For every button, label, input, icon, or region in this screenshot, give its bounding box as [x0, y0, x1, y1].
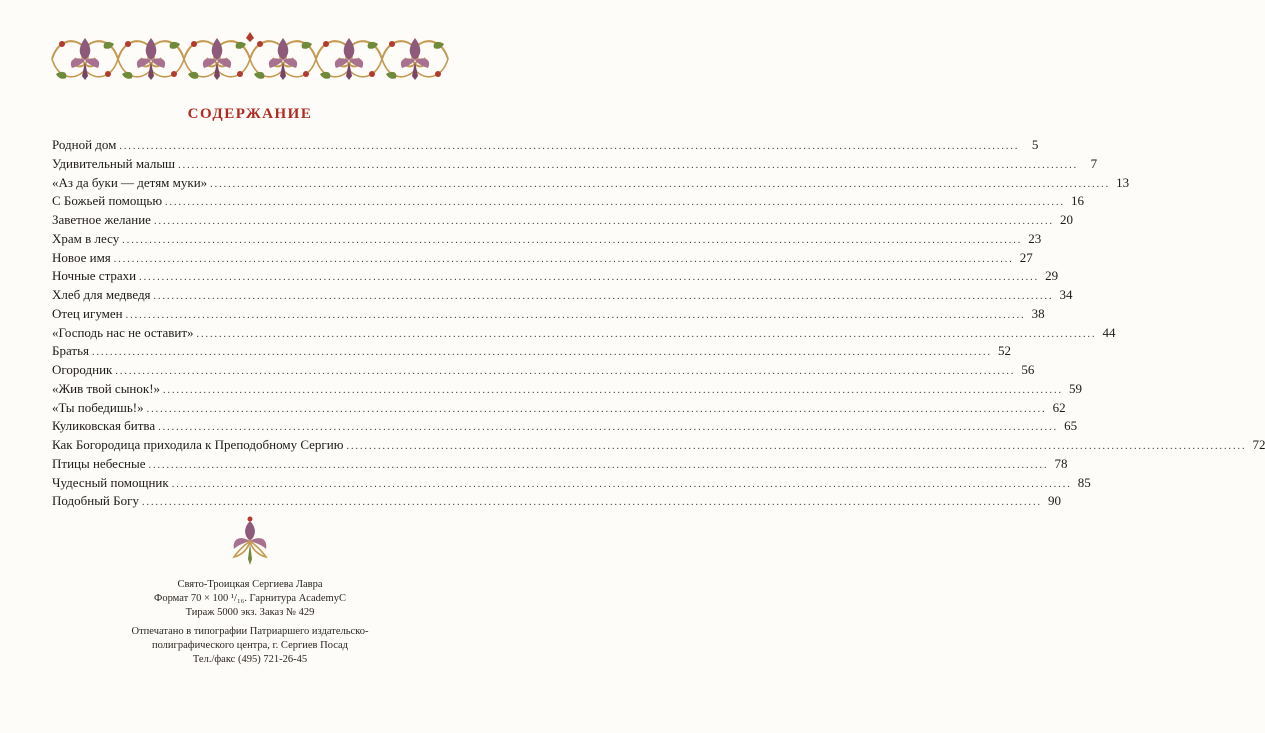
toc-entry-title: «Господь нас не оставит»: [52, 324, 194, 340]
toc-entry-title: Удивительный малыш: [52, 155, 176, 171]
colophon-printer-info: [0, 625, 500, 667]
toc-entry-page: 16: [1071, 193, 1085, 209]
toc-entry: [52, 267, 1059, 286]
toc-dot-leader: ........................................................................................................................................................................................................: [171, 478, 1072, 490]
toc-entry: [52, 249, 1033, 268]
toc-entry-title: Родной дом: [52, 137, 117, 152]
printer-phone: Тел./факс (495) 721-26-45: [192, 654, 308, 665]
toc-entry-page: 38: [1031, 305, 1045, 321]
toc-entry-page: 90: [1047, 493, 1061, 509]
toc-entry-page: 52: [998, 343, 1011, 359]
toc-dot-leader: ........................................................................................................................................................................................................: [115, 366, 1016, 377]
floral-ornament-band: [52, 30, 448, 88]
toc-entry: [52, 417, 1078, 436]
toc-entry-page: 62: [1052, 399, 1066, 415]
toc-dot-leader: ........................................................................................................................................................................................................: [119, 141, 1020, 152]
toc-entry-title: Братья: [52, 343, 89, 359]
toc-dot-leader: ........................................................................................................................................................................................................: [158, 422, 1059, 434]
toc-entry-title: «Ты победишь!»: [52, 399, 144, 415]
toc-entry-title: Отец игумен: [52, 305, 123, 321]
toc-entry-title: Как Богородица приходила к Преподобному Сергию: [52, 437, 344, 452]
publisher-name: Свято-Троицкая Сергиева Лавра: [177, 579, 323, 590]
toc-dot-leader: ........................................................................................................................................................................................................: [346, 441, 1247, 452]
toc-entry: [52, 361, 1035, 380]
toc-entry-page: 13: [1116, 174, 1130, 190]
printer-line-2: полиграфического центра, г. Сергиев Посад: [151, 640, 349, 651]
toc-entry-title: Храм в лесу: [52, 230, 120, 246]
toc-entry-page: 56: [1021, 362, 1035, 377]
toc-entry-title: Птицы небесные: [52, 455, 146, 471]
toc-entry-title: С Божьей помощью: [52, 193, 163, 209]
toc-dot-leader: ........................................................................................................................................................................................................: [165, 197, 1066, 209]
toc-entry-page: 34: [1059, 287, 1073, 302]
print-run-info: Тираж 5000 экз. Заказ № 429: [185, 607, 315, 618]
toc-entry-title: Ночные страхи: [52, 268, 137, 284]
toc-dot-leader: ........................................................................................................................................................................................................: [113, 253, 1014, 265]
toc-entry-page: 72: [1252, 437, 1265, 452]
toc-entry: [52, 174, 1130, 193]
toc-dot-leader: ........................................................................................................................................................................................................: [178, 159, 1079, 171]
toc-entry-page: 20: [1059, 212, 1073, 227]
toc-entry-title: Заветное желание: [52, 212, 151, 227]
toc-entry: [52, 286, 1073, 305]
floral-flourish-ornament: [228, 515, 272, 567]
toc-entry-page: 5: [1031, 137, 1039, 152]
toc-dot-leader: ........................................................................................................................................................................................................: [122, 234, 1023, 246]
toc-dot-leader: ........................................................................................................................................................................................................: [196, 328, 1097, 340]
toc-entry: [52, 474, 1091, 493]
toc-entry-title: Огородник: [52, 362, 113, 377]
toc-dot-leader: ........................................................................................................................................................................................................: [141, 497, 1042, 509]
toc-entry-title: Чудесный помощник: [52, 474, 169, 490]
toc-entry: [52, 380, 1083, 399]
toc-dot-leader: ........................................................................................................................................................................................................: [146, 403, 1047, 415]
toc-entry-title: Подобный Богу: [52, 493, 139, 509]
toc-entry-page: 29: [1045, 268, 1059, 284]
toc-entry-title: «Жив твой сынок!»: [52, 380, 161, 396]
toc-entry: [52, 492, 1061, 511]
colophon-publication-info: [0, 578, 500, 620]
toc-entry: [52, 192, 1085, 211]
toc-entry-page: 65: [1064, 418, 1078, 434]
toc-entry-page: 7: [1090, 155, 1098, 171]
toc-entry-title: Новое имя: [52, 249, 111, 265]
toc-dot-leader: ........................................................................................................................................................................................................: [92, 347, 992, 359]
toc-dot-leader: ........................................................................................................................................................................................................: [125, 309, 1026, 321]
printer-line-1: Отпечатано в типографии Патриаршего издательско-: [131, 626, 369, 637]
toc-dot-leader: ........................................................................................................................................................................................................: [153, 216, 1054, 227]
toc-entry-title: «Аз да буки — детям муки»: [52, 174, 208, 190]
table-of-contents: [52, 136, 1265, 511]
toc-entry-page: 27: [1019, 249, 1033, 265]
toc-entry: [52, 136, 1039, 155]
toc-dot-leader: ........................................................................................................................................................................................................: [210, 178, 1111, 190]
toc-entry-title: Хлеб для медведя: [52, 287, 151, 302]
toc-dot-leader: ........................................................................................................................................................................................................: [139, 272, 1040, 284]
toc-entry-page: 44: [1102, 324, 1116, 340]
toc-entry: [52, 305, 1045, 324]
toc-entry-page: 78: [1054, 455, 1068, 471]
toc-dot-leader: ........................................................................................................................................................................................................: [148, 459, 1049, 471]
toc-dot-leader: ........................................................................................................................................................................................................: [153, 291, 1054, 302]
contents-heading: СОДЕРЖАНИЕ: [187, 106, 313, 122]
toc-entry-page: 23: [1028, 230, 1042, 246]
toc-entry-page: 85: [1077, 474, 1091, 490]
toc-entry: [52, 155, 1098, 174]
toc-entry: [52, 342, 1011, 361]
toc-entry-title: Куликовская битва: [52, 418, 156, 434]
toc-entry: [52, 436, 1265, 455]
toc-entry-page: 59: [1069, 380, 1083, 396]
toc-dot-leader: ........................................................................................................................................................................................................: [163, 384, 1064, 396]
toc-entry: [52, 399, 1066, 418]
toc-entry: [52, 324, 1116, 343]
toc-entry: [52, 211, 1073, 230]
format-info: Формат 70 × 100 ¹/₁₆. Гарнитура AcademyC: [154, 593, 346, 604]
toc-entry: [52, 230, 1042, 249]
toc-entry: [52, 455, 1068, 474]
